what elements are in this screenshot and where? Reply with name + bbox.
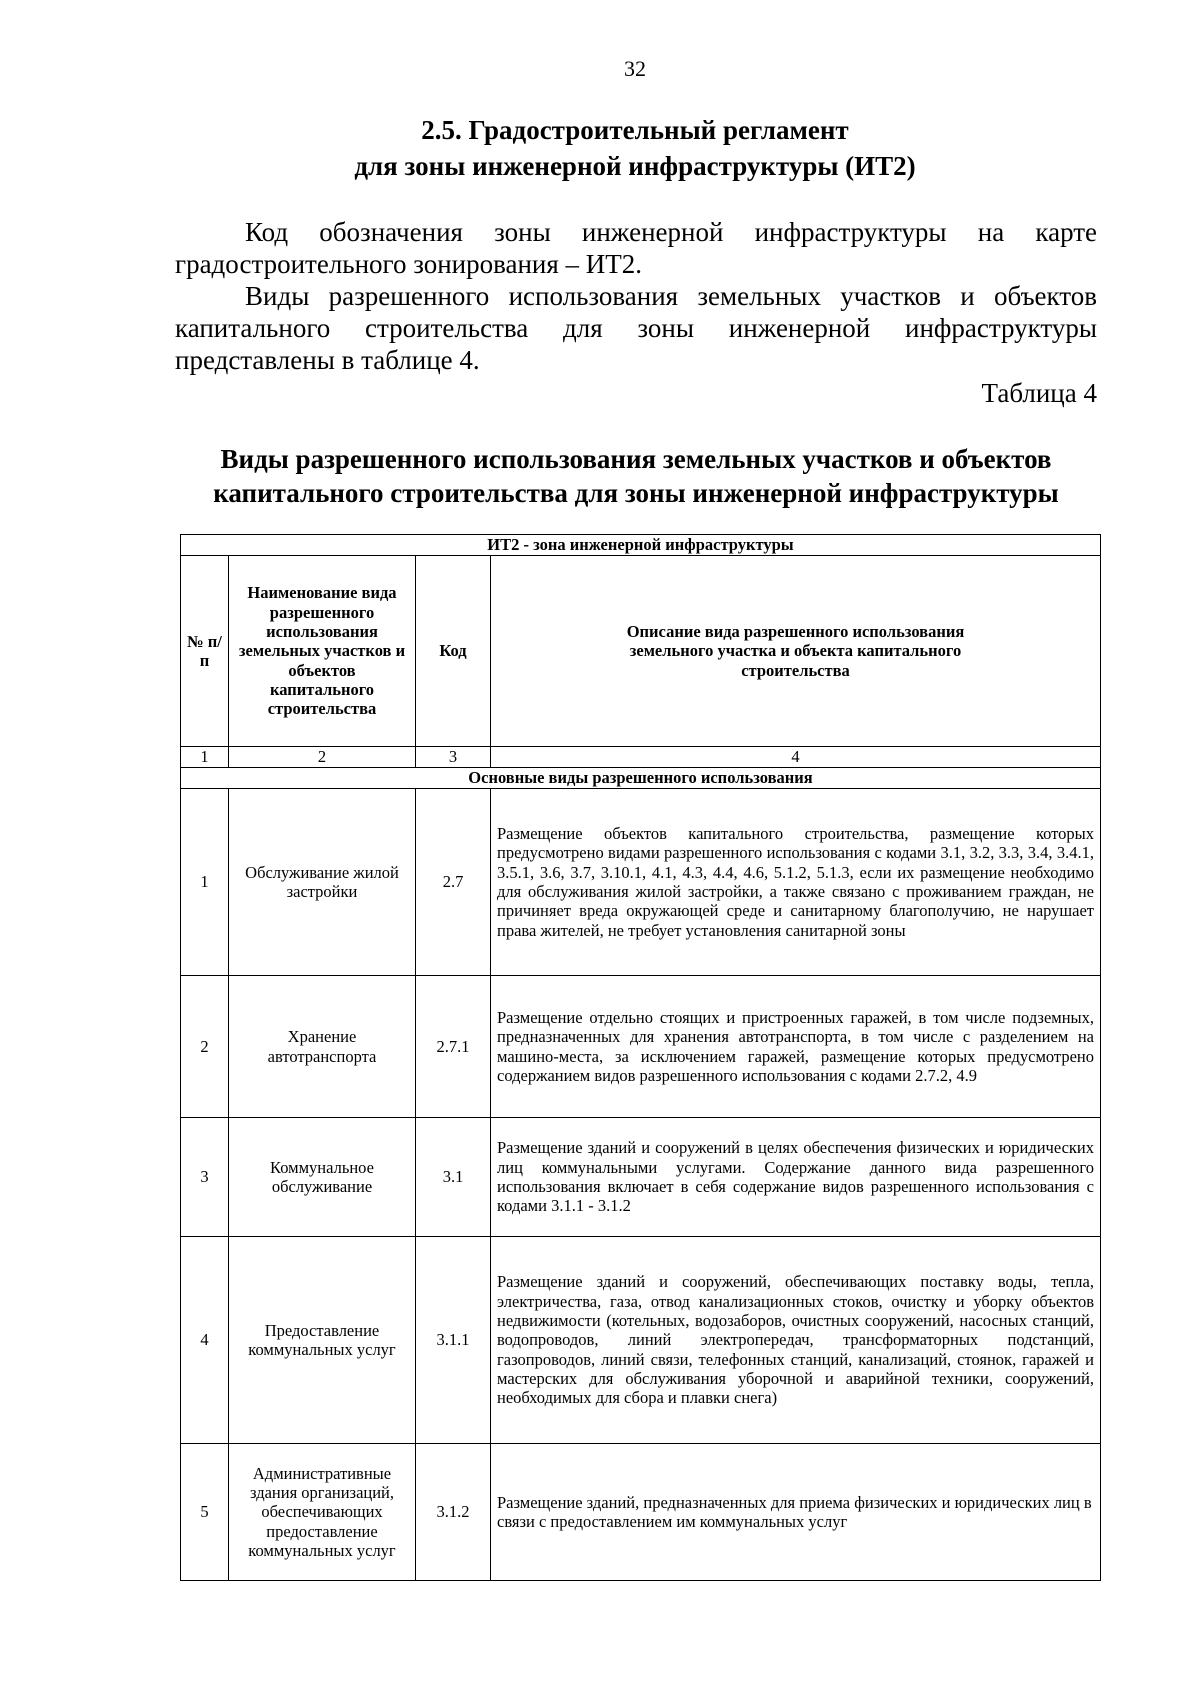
row-description: Размещение отдельно стоящих и пристроенных гаражей, в том числе подземных, предназначенных для хранения автотранспорта, в том числе с разделением на машино-места, за исключением гаражей, размещение которых предусмотрено содержанием видов разрешенного использования с кодами 2.7.2, 4.9 [491,976,1101,1118]
column-number: 2 [229,747,416,768]
section-title-line-1: 2.5. Градостроительный регламент [421,115,849,145]
row-name: Обслуживание жилой застройки [229,789,416,976]
group-header-row [181,768,1101,789]
row-num: 4 [181,1237,229,1444]
table-row [181,1118,1101,1237]
table-row [181,789,1101,976]
zone-header-row [181,535,1101,556]
table-title-line-1: Виды разрешенного использования земельных участков и объектов [220,444,1052,474]
table-row [181,1444,1101,1581]
row-description: Размещение объектов капитального строительства, размещение которых предусмотрено видами разрешенного использования с кодами 3.1, 3.2, 3.3, 3.4, 3.4.1, 3.5.1, 3.6, 3.7, 3.10.1, 4.1, 4.3, 4.4, 4.6, 5.1.2, 5.1.3, если их размещение необходимо для обслуживания жилой застройки, а также связано с проживанием граждан, не причиняет вреда окружающей среде и санитарному благополучию, не нарушает права жителей, не требует установления санитарной зоны [491,789,1101,976]
row-code: 3.1.2 [416,1444,491,1581]
land-use-table [180,534,1101,1581]
row-code: 2.7 [416,789,491,976]
column-number: 4 [491,747,1101,768]
row-num: 1 [181,789,229,976]
row-name: Хранение автотранспорта [229,976,416,1118]
intro-paragraph-1: Код обозначения зоны инженерной инфраструктуры на карте градостроительного зонирования – ИТ2. [175,217,1097,279]
row-code: 3.1 [416,1118,491,1237]
column-number-row [181,747,1101,768]
row-description: Размещение зданий и сооружений в целях обеспечения физических и юридических лиц коммунальными услугами. Содержание данного вида разрешенного использования включает в себя содержание видов разрешенного использования с кодами 3.1.1 - 3.1.2 [491,1118,1101,1237]
table-row [181,1237,1101,1444]
column-header-row [181,556,1101,747]
intro-text [175,216,1097,376]
section-title [0,112,1200,184]
zone-header: ИТ2 - зона инженерной инфраструктуры [181,535,1101,556]
table-row [181,976,1101,1118]
row-name: Коммунальное обслуживание [229,1118,416,1237]
row-description: Размещение зданий, предназначенных для приема физических и юридических лиц в связи с предоставлением им коммунальных услуг [491,1444,1101,1581]
header-name: Наименование вида разрешенного использования земельных участков и объектов капитального строительства [229,556,416,747]
table-title-line-2: капитального строительства для зоны инженерной инфраструктуры [213,478,1059,508]
table-title [175,442,1097,510]
intro-paragraph-2: Виды разрешенного использования земельных участков и объектов капитального строительства для зоны инженерной инфраструктуры представлены в таблице 4. [175,281,1097,375]
row-code: 2.7.1 [416,976,491,1118]
row-code: 3.1.1 [416,1237,491,1444]
column-number: 1 [181,747,229,768]
table-caption: Таблица 4 [981,378,1097,408]
row-num: 2 [181,976,229,1118]
header-code: Код [416,556,491,747]
page-number: 32 [624,56,646,81]
header-num: № п/п [181,556,229,747]
row-num: 3 [181,1118,229,1237]
row-name: Предоставление коммунальных услуг [229,1237,416,1444]
group-header: Основные виды разрешенного использования [181,768,1101,789]
row-description: Размещение зданий и сооружений, обеспечивающих поставку воды, тепла, электричества, газа, отвод канализационных стоков, очистку и уборку объектов недвижимости (котельных, водозаборов, очистных сооружений, насосных станций, водопроводов, линий электропередач, трансформаторных подстанций, газопроводов, линий связи, телефонных станций, канализаций, стоянок, гаражей и мастерских для обслуживания уборочной и аварийной техники, сооружений, необходимых для сбора и плавки снега) [491,1237,1101,1444]
row-name: Административные здания организаций, обеспечивающих предоставление коммунальных услуг [229,1444,416,1581]
section-title-line-2: для зоны инженерной инфраструктуры (ИТ2) [354,151,916,181]
header-description: Описание вида разрешенного использования земельного участка и объекта капитального строительства [491,556,1101,747]
column-number: 3 [416,747,491,768]
row-num: 5 [181,1444,229,1581]
